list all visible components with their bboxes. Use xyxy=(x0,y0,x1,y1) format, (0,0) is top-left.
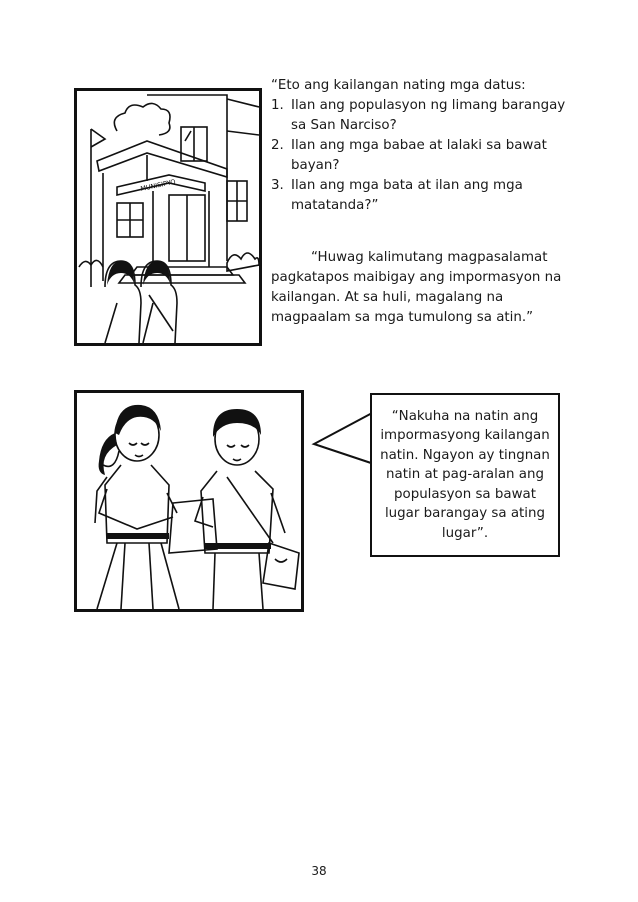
instructions-block xyxy=(271,76,571,216)
students-drawing xyxy=(77,393,301,609)
question-item xyxy=(271,96,571,136)
municipal-sign-text: MUNISIPYO xyxy=(139,177,177,193)
question-number: 1. xyxy=(271,98,284,113)
instructions-intro: “Eto ang kailangan nating mga datus: xyxy=(271,78,526,93)
speech-bubble xyxy=(370,393,560,557)
question-item xyxy=(271,176,571,216)
question-text: Ilan ang mga bata at ilan ang mga matatanda?” xyxy=(291,178,523,213)
question-number: 3. xyxy=(271,178,284,193)
question-text: Ilan ang populasyon ng limang barangay sa San Narciso? xyxy=(291,98,566,133)
page-number: 38 xyxy=(311,864,327,878)
question-text: Ilan ang mga babae at lalaki sa bawat bayan? xyxy=(291,138,547,173)
municipal-hall-drawing xyxy=(77,91,259,343)
question-number: 2. xyxy=(271,138,284,153)
reminder-paragraph: “Huwag kalimutang magpasalamat pagkatapos maibigay ang impormasyon na kailangan. At sa huli, magalang na magpaalam sa mga tumulong sa atin.” xyxy=(271,250,562,325)
questions-list xyxy=(271,96,571,216)
municipal-hall-illustration xyxy=(74,88,262,346)
question-item xyxy=(271,136,571,176)
speech-bubble-text: “Nakuha na natin ang impormasyong kailangan natin. Ngayon ay tingnan natin at pag-aralan ang populasyon sa bawat lugar barangay sa ating lugar”. xyxy=(380,408,550,541)
reminder-block xyxy=(271,248,571,328)
speech-bubble-tail xyxy=(312,408,374,468)
students-illustration xyxy=(74,390,304,612)
